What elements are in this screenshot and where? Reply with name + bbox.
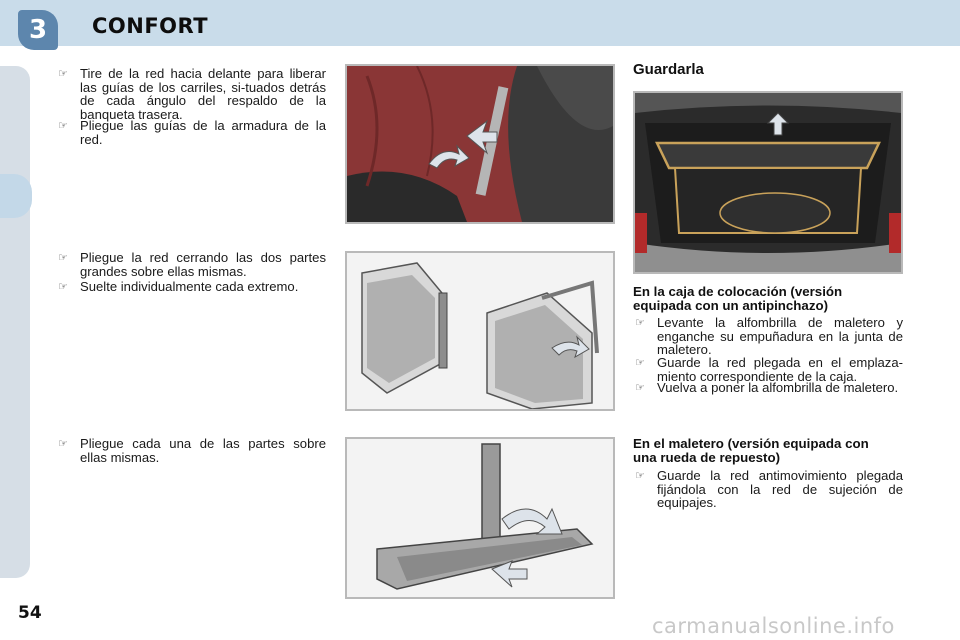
instruction-bullet (635, 468, 903, 511)
hand-pointer-icon: ☞ (58, 251, 68, 264)
instruction-text: Levante la alfombrilla de maletero y enganche su empuñadura en la junta de maletero. (657, 315, 903, 358)
photo-folding-net (345, 251, 615, 411)
instruction-text: Guarde la red plegada en el emplaza-miento correspondiente de la caja. (657, 355, 903, 384)
instruction-text: Pliegue la red cerrando las dos partes grandes sobre ellas mismas. (80, 250, 326, 279)
hand-pointer-icon: ☞ (635, 469, 645, 482)
instruction-text: Pliegue las guías de la armadura de la red. (80, 118, 326, 147)
instruction-text: Pliegue cada una de las partes sobre ellas mismas. (80, 436, 326, 465)
instruction-bullet (58, 66, 326, 122)
section-title-storage-box: En la caja de colocación (versión equipada con un antipinchazo) (633, 284, 843, 313)
hand-pointer-icon: ☞ (58, 437, 68, 450)
photo-folded-net (345, 437, 615, 599)
folding-net-illustration (347, 253, 613, 409)
section-heading-guardarla: Guardarla (633, 61, 704, 78)
section-title-spare-wheel: En el maletero (versión equipada con una rueda de repuesto) (633, 436, 869, 465)
chapter-title: CONFORT (92, 14, 209, 38)
instruction-bullet (58, 250, 326, 279)
watermark: carmanualsonline.info (652, 614, 895, 638)
instruction-bullet (58, 118, 326, 147)
seat-illustration (347, 66, 613, 222)
chapter-number-badge: 3 (18, 10, 58, 50)
instruction-bullet (635, 380, 903, 395)
instruction-text: Vuelva a poner la alfombrilla de maletero. (657, 380, 899, 395)
instruction-bullet (58, 436, 326, 465)
chapter-tab-marker (0, 174, 32, 218)
photo-net-guides-seat (345, 64, 615, 224)
photo-trunk-storage (633, 91, 903, 274)
hand-pointer-icon: ☞ (58, 67, 68, 80)
hand-pointer-icon: ☞ (58, 280, 68, 293)
instruction-bullet (58, 279, 326, 294)
trunk-illustration (635, 93, 901, 272)
instruction-text: Guarde la red antimovimiento plegada fijándola con la red de sujeción de equipajes. (657, 468, 903, 511)
instruction-text: Tire de la red hacia delante para liberar las guías de los carriles, si-tuados detrás de cada ángulo del respaldo de la banqueta trasera. (80, 66, 326, 122)
instruction-text: Suelte individualmente cada extremo. (80, 279, 299, 294)
page-number: 54 (18, 603, 42, 623)
hand-pointer-icon: ☞ (635, 316, 645, 329)
instruction-bullet (635, 315, 903, 358)
folded-net-illustration (347, 439, 613, 597)
hand-pointer-icon: ☞ (635, 381, 645, 394)
hand-pointer-icon: ☞ (635, 356, 645, 369)
hand-pointer-icon: ☞ (58, 119, 68, 132)
left-side-rail (0, 66, 30, 578)
